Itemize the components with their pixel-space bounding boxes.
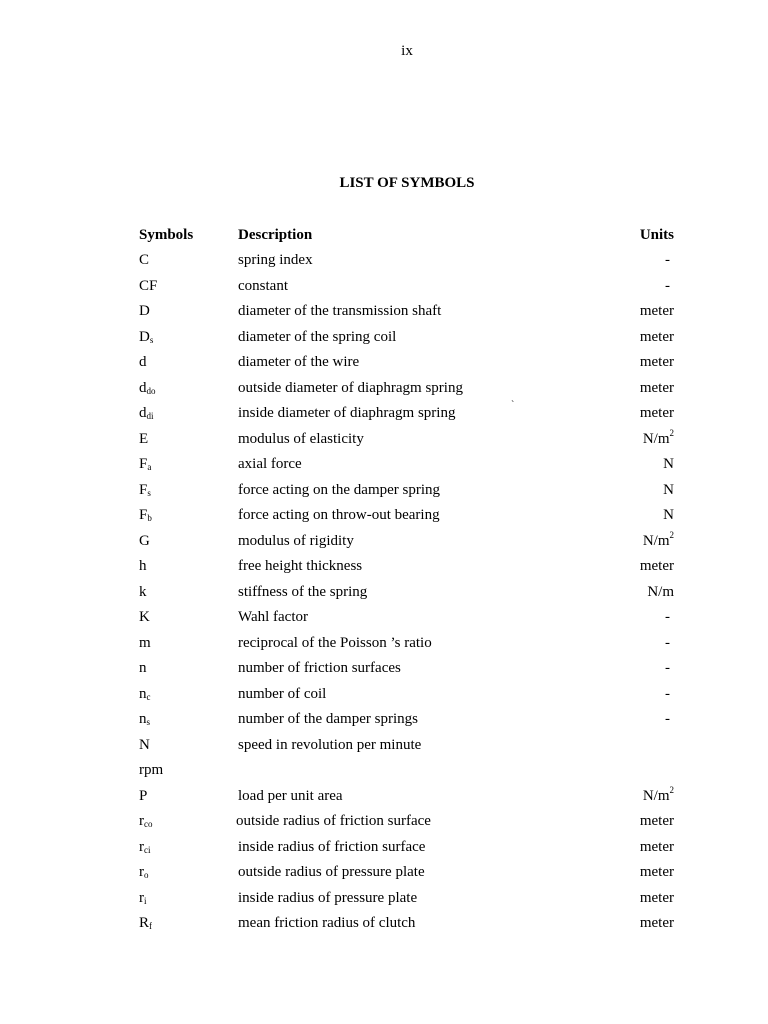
- unit-text: meter: [639, 405, 674, 421]
- unit-cell: [640, 837, 674, 857]
- description-cell: number of friction surfaces: [238, 660, 401, 676]
- description-cell: force acting on the damper spring: [238, 481, 441, 498]
- unit-superscript: 2: [669, 427, 674, 438]
- symbol-cell: [139, 658, 147, 678]
- unit-cell: [640, 862, 674, 882]
- unit-cell: [640, 301, 674, 321]
- description-cell: spring index: [238, 252, 313, 268]
- symbol-text: r: [139, 889, 144, 906]
- symbol-text: K: [139, 609, 150, 625]
- symbol-text: d: [139, 405, 147, 421]
- unit-cell: [663, 505, 674, 525]
- symbol-text: d: [139, 379, 147, 396]
- symbol-text: n: [139, 685, 147, 702]
- symbol-text: d: [139, 354, 147, 370]
- description-cell: diameter of the wire: [238, 354, 360, 370]
- table-row: [139, 633, 674, 653]
- header-units: Units: [639, 227, 674, 243]
- unit-cell: [665, 250, 670, 270]
- symbol-text: k: [139, 583, 147, 600]
- symbol-text: rpm: [139, 762, 164, 778]
- unit-text: meter: [639, 889, 674, 906]
- table-row: [139, 837, 674, 857]
- symbol-text: CF: [139, 277, 158, 294]
- description-cell: speed in revolution per minute: [238, 736, 422, 753]
- table-row: [139, 531, 674, 551]
- page-title: LIST OF SYMBOLS: [339, 175, 475, 191]
- table-row: [139, 607, 674, 627]
- description-cell: number of coil: [238, 685, 327, 702]
- symbol-cell: [139, 811, 153, 831]
- symbol-cell: [139, 684, 151, 704]
- table-row: [139, 582, 674, 602]
- symbol-cell: [139, 403, 154, 423]
- table-row: [139, 301, 674, 321]
- unit-cell: [640, 378, 674, 398]
- unit-cell: [665, 633, 670, 653]
- symbol-text: r: [139, 864, 144, 880]
- symbol-cell: [139, 352, 147, 372]
- description-cell: force acting on throw-out bearing: [238, 507, 440, 523]
- symbol-cell: [139, 735, 150, 755]
- table-row: [139, 684, 674, 704]
- symbol-text: R: [139, 915, 150, 931]
- description-cell: inside diameter of diaphragm spring: [238, 405, 456, 421]
- symbol-cell: [139, 378, 156, 398]
- symbol-subscript: di: [146, 411, 154, 421]
- symbol-cell: [139, 862, 149, 882]
- symbol-text: h: [139, 558, 147, 574]
- table-row: [139, 400, 674, 423]
- unit-text: -: [665, 252, 670, 268]
- table-header: [139, 225, 674, 245]
- table-row: [139, 276, 674, 296]
- unit-text: -: [665, 685, 670, 702]
- table-row: [139, 429, 674, 449]
- description-cell: Wahl factor: [238, 609, 309, 625]
- description-cell: modulus of rigidity: [238, 532, 354, 549]
- unit-cell: [640, 403, 674, 423]
- unit-text: meter: [639, 303, 674, 319]
- table-row: [139, 913, 674, 933]
- symbol-text: F: [139, 507, 148, 523]
- symbol-cell: [139, 454, 151, 474]
- unit-cell: [640, 327, 674, 347]
- table-row: [139, 811, 674, 831]
- description-cell: diameter of the transmission shaft: [238, 303, 442, 319]
- symbol-text: P: [139, 787, 148, 804]
- symbol-cell: [139, 582, 147, 602]
- description-cell: outside radius of friction surface: [236, 813, 431, 829]
- symbol-subscript: s: [149, 334, 154, 345]
- unit-text: -: [665, 609, 670, 625]
- symbol-cell: [139, 888, 147, 908]
- symbol-subscript: f: [149, 921, 153, 931]
- unit-text: meter: [639, 915, 674, 931]
- unit-cell: [640, 556, 674, 576]
- unit-text: N/m: [647, 583, 674, 600]
- unit-text: meter: [639, 379, 674, 396]
- symbol-text: F: [139, 481, 148, 498]
- symbol-cell: [139, 327, 153, 347]
- table-row: [139, 709, 674, 729]
- unit-cell: [640, 352, 674, 372]
- symbol-cell: [139, 276, 157, 296]
- symbol-cell: [139, 480, 151, 500]
- unit-cell: [665, 276, 670, 296]
- symbol-subscript: c: [146, 691, 151, 702]
- unit-text: N: [663, 481, 674, 498]
- table-row: [139, 327, 674, 347]
- symbol-text: C: [139, 252, 150, 268]
- symbol-subscript: co: [144, 819, 153, 829]
- symbol-text: D: [139, 328, 150, 345]
- symbol-cell: [139, 760, 163, 780]
- symbol-cell: [139, 709, 150, 729]
- table-row: [139, 862, 674, 882]
- table-row: [139, 352, 674, 372]
- unit-cell: [665, 607, 670, 627]
- symbol-subscript: do: [146, 385, 156, 396]
- unit-text: N: [663, 456, 674, 472]
- symbol-subscript: o: [144, 870, 149, 880]
- symbol-cell: [139, 633, 151, 653]
- symbol-subscript: s: [147, 487, 151, 498]
- unit-cell: [665, 658, 670, 678]
- unit-text: -: [665, 277, 670, 294]
- unit-text: meter: [639, 864, 674, 880]
- symbol-subscript: b: [147, 513, 152, 523]
- description-cell: stiffness of the spring: [238, 583, 368, 600]
- unit-superscript: 2: [669, 784, 674, 795]
- unit-superscript: 2: [669, 529, 674, 540]
- description-cell: reciprocal of the Poisson ’s ratio: [238, 634, 432, 651]
- symbol-cell: [139, 429, 148, 449]
- unit-text: meter: [639, 813, 674, 829]
- description-cell: inside radius of pressure plate: [238, 889, 418, 906]
- unit-cell: [643, 531, 674, 551]
- description-cell: outside radius of pressure plate: [238, 864, 425, 880]
- unit-cell: [663, 454, 674, 474]
- symbol-text: r: [139, 813, 144, 829]
- unit-cell: [663, 480, 674, 500]
- unit-cell: [665, 684, 670, 704]
- unit-text: N/m: [642, 430, 670, 447]
- table-row: [139, 250, 674, 270]
- symbol-text: n: [139, 660, 147, 676]
- symbol-text: n: [139, 711, 147, 727]
- symbol-cell: [139, 837, 151, 857]
- unit-text: -: [665, 634, 670, 651]
- symbol-subscript: ci: [144, 844, 151, 855]
- page-number: ix: [401, 43, 413, 59]
- table-row: [139, 480, 674, 500]
- table-row: [139, 658, 674, 678]
- symbol-cell: [139, 301, 150, 321]
- unit-cell: [640, 811, 674, 831]
- stray-mark: `: [511, 400, 515, 411]
- unit-cell: [640, 888, 674, 908]
- unit-cell: [643, 786, 674, 806]
- symbol-text: m: [139, 634, 151, 651]
- symbol-text: D: [139, 303, 150, 319]
- header-description: Description: [238, 227, 313, 243]
- description-cell: load per unit area: [238, 787, 343, 804]
- description-cell: inside radius of friction surface: [238, 838, 426, 855]
- unit-text: meter: [639, 558, 674, 574]
- symbol-subscript: a: [147, 462, 152, 472]
- symbol-text: E: [139, 430, 149, 447]
- symbol-text: N: [139, 736, 150, 753]
- description-cell: constant: [238, 277, 288, 294]
- symbol-cell: [139, 250, 149, 270]
- table-row: [139, 735, 674, 755]
- symbol-subscript: i: [144, 895, 147, 906]
- symbol-text: r: [139, 838, 144, 855]
- table-row: [139, 454, 674, 474]
- unit-text: N/m: [642, 532, 670, 549]
- table-row: [139, 556, 674, 576]
- unit-cell: [665, 709, 670, 729]
- description-cell: free height thickness: [238, 558, 363, 574]
- symbol-cell: [139, 607, 150, 627]
- description-cell: axial force: [238, 456, 302, 472]
- symbol-text: G: [139, 532, 150, 549]
- unit-text: meter: [639, 354, 674, 370]
- unit-text: meter: [639, 838, 674, 855]
- unit-text: meter: [639, 328, 674, 345]
- unit-cell: [647, 582, 674, 602]
- unit-text: N: [663, 507, 674, 523]
- symbol-text: F: [139, 456, 148, 472]
- symbol-cell: [139, 505, 152, 525]
- unit-text: -: [665, 711, 670, 727]
- description-cell: diameter of the spring coil: [238, 328, 397, 345]
- table-row: [139, 888, 674, 908]
- unit-cell: [640, 913, 674, 933]
- table-row: [139, 760, 674, 780]
- unit-text: -: [665, 660, 670, 676]
- symbol-cell: [139, 556, 147, 576]
- table-row: [139, 505, 674, 525]
- table-row: [139, 378, 674, 398]
- symbol-cell: [139, 786, 147, 806]
- description-cell: number of the damper springs: [238, 711, 418, 727]
- description-cell: mean friction radius of clutch: [238, 915, 416, 931]
- header-symbols: Symbols: [139, 227, 194, 243]
- symbol-cell: [139, 531, 150, 551]
- symbol-cell: [139, 913, 152, 933]
- description-cell: modulus of elasticity: [238, 430, 364, 447]
- description-cell: outside diameter of diaphragm spring: [238, 379, 463, 396]
- table-row: [139, 786, 674, 806]
- symbol-subscript: s: [146, 717, 151, 727]
- unit-cell: [643, 429, 674, 449]
- unit-text: N/m: [642, 787, 670, 804]
